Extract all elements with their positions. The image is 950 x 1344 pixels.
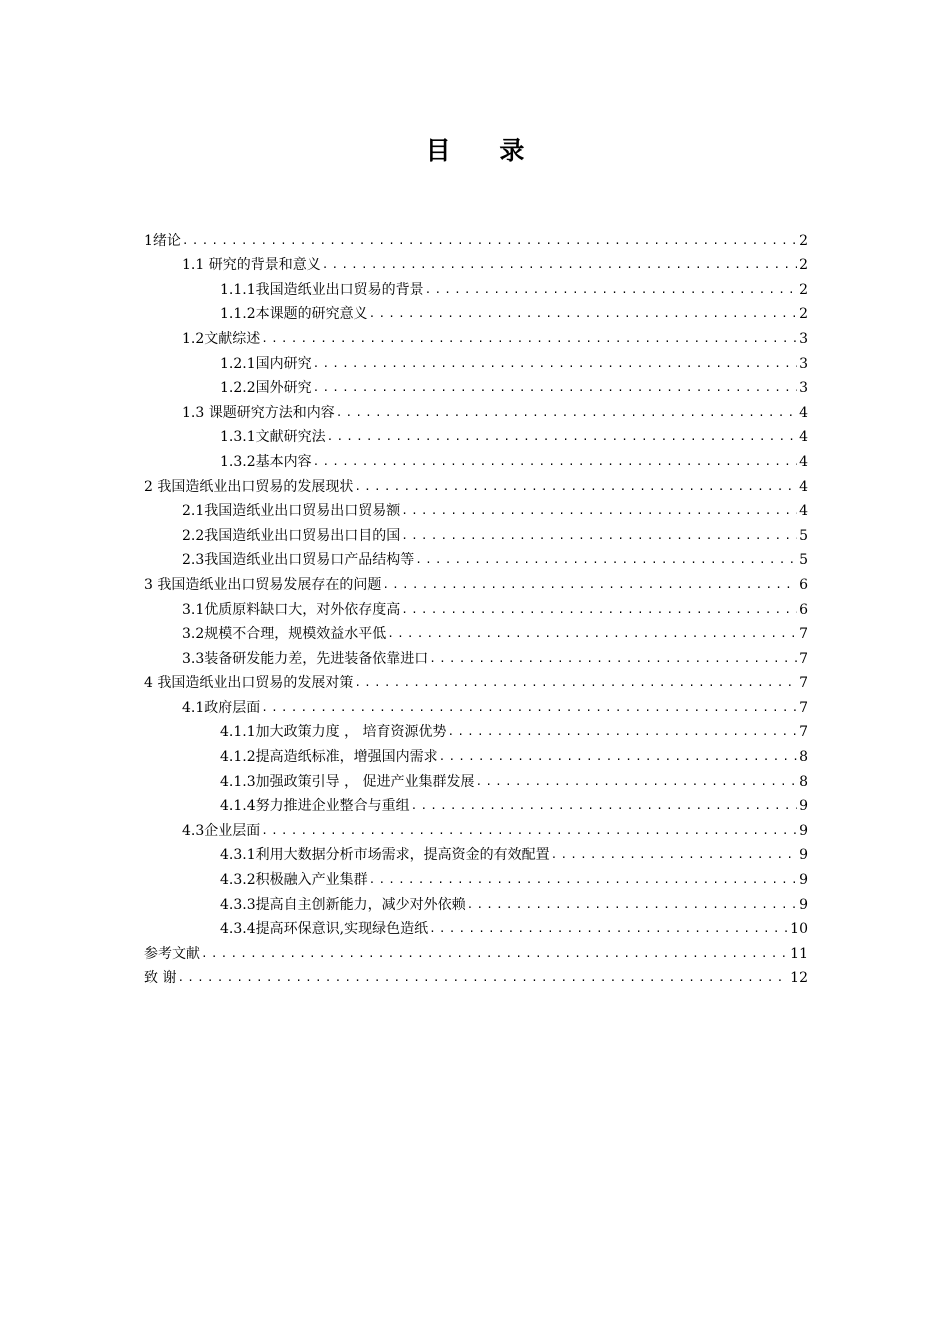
toc-entry-label: 4.3.2积极融入产业集群 — [220, 872, 368, 889]
toc-leader-dots — [327, 428, 797, 446]
toc-entry-label: 1.3.1文献研究法 — [220, 429, 326, 446]
toc-leader-dots — [429, 920, 789, 938]
toc-page-number: 4 — [799, 453, 808, 470]
toc-entry-label: 1.2.1国内研究 — [220, 355, 312, 372]
toc-entry[interactable] — [144, 471, 808, 496]
toc-entry[interactable] — [144, 496, 808, 521]
toc-page-number: 3 — [799, 355, 808, 372]
toc-entry[interactable] — [144, 446, 808, 471]
toc-leader-dots — [336, 404, 797, 422]
toc-leader-dots — [369, 871, 797, 889]
toc-entry[interactable] — [144, 594, 808, 619]
toc-page-number: 12 — [790, 970, 808, 987]
toc-entry-label: 1.1 研究的背景和意义 — [182, 257, 321, 274]
toc-entry-label: 4.3.3提高自主创新能力，减少对外依赖 — [220, 896, 466, 913]
toc-page-number: 3 — [799, 380, 808, 397]
toc-page-number: 6 — [799, 601, 808, 618]
toc-entry[interactable] — [144, 889, 808, 914]
toc-entry-label: 4.1.4努力推进企业整合与重组 — [220, 798, 410, 815]
toc-page-number: 9 — [799, 872, 808, 889]
toc-entry[interactable] — [144, 373, 808, 398]
toc-leader-dots — [551, 846, 797, 864]
toc-entry[interactable] — [144, 815, 808, 840]
toc-page-number: 7 — [799, 699, 808, 716]
toc-page-number: 4 — [799, 404, 808, 421]
toc-entry-label: 3.2规模不合理，规模效益水平低 — [182, 626, 387, 643]
toc-entry-label: 1.3 课题研究方法和内容 — [182, 404, 335, 421]
toc-entry[interactable] — [144, 348, 808, 373]
toc-entry[interactable] — [144, 840, 808, 865]
toc-entry-label: 2.1我国造纸业出口贸易出口贸易额 — [182, 503, 401, 520]
toc-entry-label: 2.3我国造纸业出口贸易口产品结构等 — [182, 552, 415, 569]
toc-entry[interactable] — [144, 619, 808, 644]
toc-leader-dots — [313, 355, 797, 373]
toc-entry-label: 4.1.1加大政策力度 ， 培育资源优势 — [220, 724, 447, 741]
toc-entry-label: 3 我国造纸业出口贸易发展存在的问题 — [144, 576, 382, 593]
toc-leader-dots — [322, 256, 797, 274]
toc-page-number: 2 — [799, 281, 808, 298]
toc-entry[interactable] — [144, 520, 808, 545]
toc-leader-dots — [354, 478, 797, 496]
toc-page-number: 2 — [799, 257, 808, 274]
toc-entry-label: 3.1优质原料缺口大，对外依存度高 — [182, 601, 401, 618]
toc-leader-dots — [369, 305, 797, 323]
toc-entry-label: 2.2我国造纸业出口贸易出口目的国 — [182, 527, 401, 544]
toc-entry[interactable] — [144, 692, 808, 717]
toc-entry[interactable] — [144, 938, 808, 963]
toc-entry-label: 4.1.2提高造纸标准，增强国内需求 — [220, 749, 438, 766]
toc-leader-dots — [467, 896, 797, 914]
toc-leader-dots — [425, 281, 797, 299]
toc-page-number: 7 — [799, 650, 808, 667]
toc-entry[interactable] — [144, 323, 808, 348]
toc-page-number: 11 — [790, 945, 808, 962]
toc-leader-dots — [177, 969, 789, 987]
toc-entry[interactable] — [144, 766, 808, 791]
toc-entry[interactable] — [144, 717, 808, 742]
toc-entry[interactable] — [144, 299, 808, 324]
toc-page-number: 4 — [799, 478, 808, 495]
toc-leader-dots — [476, 773, 797, 791]
toc-entry[interactable] — [144, 643, 808, 668]
table-of-contents — [144, 225, 808, 987]
toc-entry-label: 参考文献 — [144, 945, 200, 962]
toc-entry[interactable] — [144, 225, 808, 250]
toc-leader-dots — [448, 723, 797, 741]
toc-entry-label: 3.3装备研发能力差，先进装备依靠进口 — [182, 650, 429, 667]
toc-page-number: 9 — [799, 896, 808, 913]
toc-entry-label: 4 我国造纸业出口贸易的发展对策 — [144, 675, 354, 692]
toc-page-number: 8 — [799, 773, 808, 790]
toc-leader-dots — [182, 232, 797, 250]
toc-leader-dots — [313, 453, 797, 471]
toc-leader-dots — [261, 330, 797, 348]
toc-leader-dots — [429, 650, 797, 668]
toc-page-number: 10 — [790, 921, 808, 938]
toc-leader-dots — [401, 601, 797, 619]
toc-leader-dots — [411, 797, 797, 815]
toc-entry-label: 4.3企业层面 — [182, 822, 261, 839]
toc-leader-dots — [401, 502, 797, 520]
toc-page-number: 9 — [799, 822, 808, 839]
toc-page-number: 2 — [799, 232, 808, 249]
toc-entry[interactable] — [144, 422, 808, 447]
toc-entry[interactable] — [144, 914, 808, 939]
toc-page-number: 6 — [799, 576, 808, 593]
toc-page-number: 4 — [799, 429, 808, 446]
toc-page-number: 5 — [799, 527, 808, 544]
toc-page-number: 2 — [799, 306, 808, 323]
toc-page-number: 8 — [799, 749, 808, 766]
toc-entry[interactable] — [144, 864, 808, 889]
toc-entry[interactable] — [144, 791, 808, 816]
toc-leader-dots — [439, 748, 797, 766]
toc-page-number: 9 — [799, 798, 808, 815]
toc-entry[interactable] — [144, 545, 808, 570]
toc-page-number: 9 — [799, 847, 808, 864]
toc-leader-dots — [354, 674, 797, 692]
toc-entry-label: 4.1政府层面 — [182, 699, 261, 716]
toc-entry-label: 1.2文献综述 — [182, 330, 261, 347]
toc-entry-label: 2 我国造纸业出口贸易的发展现状 — [144, 478, 354, 495]
toc-entry[interactable] — [144, 397, 808, 422]
toc-entry[interactable] — [144, 741, 808, 766]
toc-title: 目 录 — [425, 136, 545, 165]
toc-entry[interactable] — [144, 668, 808, 693]
toc-page-number: 3 — [799, 330, 808, 347]
toc-page-number: 7 — [799, 675, 808, 692]
toc-leader-dots — [261, 822, 797, 840]
toc-entry-label: 4.3.1利用大数据分析市场需求，提高资金的有效配置 — [220, 847, 550, 864]
toc-entry-label: 4.1.3加强政策引导 ， 促进产业集群发展 — [220, 773, 475, 790]
toc-leader-dots — [415, 551, 797, 569]
toc-leader-dots — [382, 576, 797, 594]
toc-entry-label: 1.1.2本课题的研究意义 — [220, 306, 368, 323]
toc-entry[interactable] — [144, 274, 808, 299]
toc-leader-dots — [387, 625, 797, 643]
toc-page-number: 7 — [799, 626, 808, 643]
toc-entry[interactable] — [144, 250, 808, 275]
toc-entry-label: 致 谢 — [144, 970, 177, 987]
toc-page-number: 4 — [799, 503, 808, 520]
toc-leader-dots — [401, 527, 797, 545]
toc-entry-label: 1.1.1我国造纸业出口贸易的背景 — [220, 281, 424, 298]
toc-page-number: 7 — [799, 724, 808, 741]
toc-leader-dots — [201, 945, 789, 963]
toc-entry[interactable] — [144, 569, 808, 594]
toc-leader-dots — [313, 379, 797, 397]
toc-leader-dots — [261, 699, 797, 717]
toc-entry-label: 1.2.2国外研究 — [220, 380, 312, 397]
toc-page-number: 5 — [799, 552, 808, 569]
toc-entry-label: 4.3.4提高环保意识,实现绿色造纸 — [220, 921, 429, 938]
toc-entry-label: 1绪论 — [144, 232, 181, 249]
toc-entry[interactable] — [144, 963, 808, 988]
toc-entry-label: 1.3.2基本内容 — [220, 453, 312, 470]
